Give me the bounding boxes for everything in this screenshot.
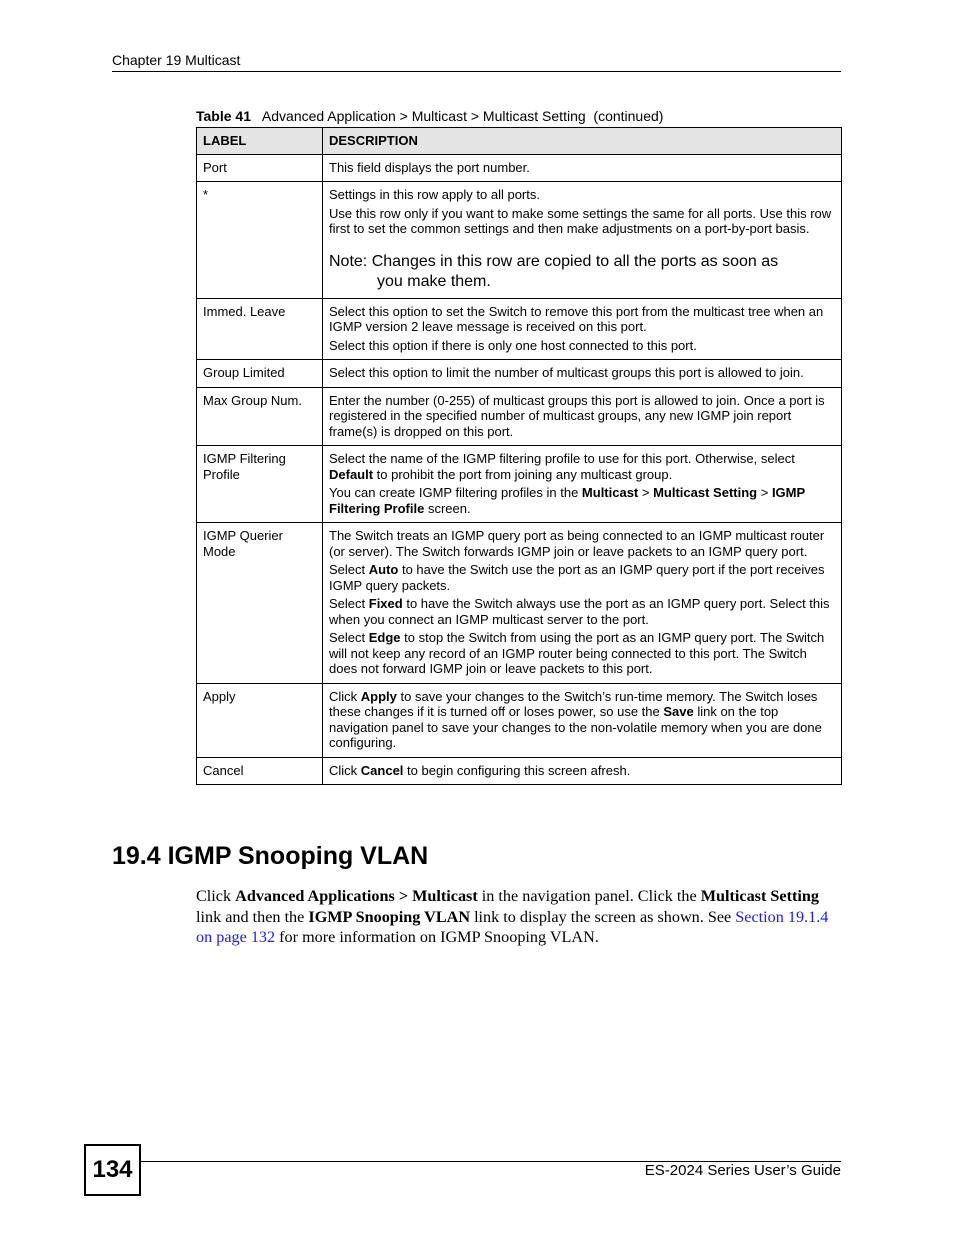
chapter-title: Chapter 19 Multicast xyxy=(112,52,241,68)
row-label: Cancel xyxy=(197,757,323,785)
description-text: Settings in this row apply to all ports. xyxy=(329,187,540,202)
description-text: Click Apply to save your changes to the Switch’s run-time memory. The Switch loses these changes if it is turned off or loses power, so use the Save link on the top navigation panel to save your changes to the non-volatile memory when you are done configuring. xyxy=(329,688,822,750)
row-label: Port xyxy=(197,154,323,182)
settings-table xyxy=(196,127,842,785)
table-row xyxy=(197,523,842,684)
table-caption-text: Advanced Application > Multicast > Multicast Setting (continued) xyxy=(261,108,664,124)
header-divider xyxy=(112,71,841,72)
table-row xyxy=(197,683,842,757)
table-row xyxy=(197,387,842,446)
section-cross-reference-link[interactable]: Section 19.1.4 on page 132 xyxy=(196,907,829,946)
description-text: You can create IGMP filtering profiles in the Multicast > Multicast Setting > IGMP Filtering Profile screen. xyxy=(329,485,805,516)
row-description xyxy=(323,182,842,299)
col-header-description: DESCRIPTION xyxy=(323,128,842,155)
description-text: This field displays the port number. xyxy=(329,159,530,175)
description-text: The Switch treats an IGMP query port as being connected to an IGMP multicast router (or server). The Switch forwards IGMP join or leave packets to an IGMP query port. xyxy=(329,528,825,559)
description-text: Select this option to set the Switch to remove this port from the multicast tree when an IGMP version 2 leave message is received on this port. xyxy=(329,303,824,334)
table-caption-label: Table 41 xyxy=(196,108,251,124)
table-row xyxy=(197,360,842,388)
row-label: IGMP Querier Mode xyxy=(197,523,323,684)
row-description xyxy=(323,523,842,684)
row-label: Group Limited xyxy=(197,360,323,388)
table-row xyxy=(197,154,842,182)
note-line: Note: Changes in this row are copied to all the ports as soon as xyxy=(329,252,779,270)
row-description xyxy=(323,154,842,182)
note-text xyxy=(329,252,835,292)
section-body: Click Advanced Applications > Multicast in the navigation panel. Click the Multicast Setting link and then the IGMP Snooping VLAN link to display the screen as shown. See Section 19.1.4 on page 132 for more information on IGMP Snooping VLAN. xyxy=(196,887,829,946)
row-description xyxy=(323,757,842,785)
col-header-label: LABEL xyxy=(197,128,323,155)
table-caption xyxy=(196,108,663,124)
description-text: Select this option to limit the number of multicast groups this port is allowed to join. xyxy=(329,365,804,380)
table-row xyxy=(197,182,842,299)
row-description xyxy=(323,446,842,523)
description-text: Select Fixed to have the Switch always use the port as an IGMP query port. Select this when you connect an IGMP multicast server to the port. xyxy=(329,596,830,627)
description-text: Select Edge to stop the Switch from using the port as an IGMP query port. The Switch will not keep any record of an IGMP router being connected to this port. The Switch does not forward IGMP join or leave packets to this port. xyxy=(329,630,825,676)
row-description xyxy=(323,360,842,388)
page-number: 134 xyxy=(84,1144,141,1196)
row-description xyxy=(323,298,842,360)
guide-title: ES-2024 Series User’s Guide xyxy=(644,1162,841,1179)
description-text: Select this option if there is only one host connected to this port. xyxy=(329,337,697,353)
table-row xyxy=(197,446,842,523)
description-text: Select the name of the IGMP filtering profile to use for this port. Otherwise, select Default to prohibit the port from joining any multicast group. xyxy=(329,451,795,482)
table-row xyxy=(197,757,842,785)
section-heading: 19.4 IGMP Snooping VLAN xyxy=(112,842,429,870)
row-description xyxy=(323,387,842,446)
table-header-row xyxy=(197,128,842,155)
description-text: Use this row only if you want to make some settings the same for all ports. Use this row first to set the common settings and then make adjustments on a port-by-port basis. xyxy=(329,205,832,236)
row-label: * xyxy=(197,182,323,299)
row-description xyxy=(323,683,842,757)
row-label: Apply xyxy=(197,683,323,757)
description-text: Enter the number (0-255) of multicast groups this port is allowed to join. Once a port is registered in the specified number of multicast groups, any new IGMP join report frame(s) is dropped on this port. xyxy=(329,392,825,439)
row-label: IGMP Filtering Profile xyxy=(197,446,323,523)
table-row xyxy=(197,298,842,360)
description-text: Click Cancel to begin configuring this screen afresh. xyxy=(329,762,631,778)
row-label: Immed. Leave xyxy=(197,298,323,360)
note-line-continued: you make them. xyxy=(377,272,491,290)
row-label: Max Group Num. xyxy=(197,387,323,446)
description-text: Select Auto to have the Switch use the port as an IGMP query port if the port receives IGMP query packets. xyxy=(329,562,825,593)
